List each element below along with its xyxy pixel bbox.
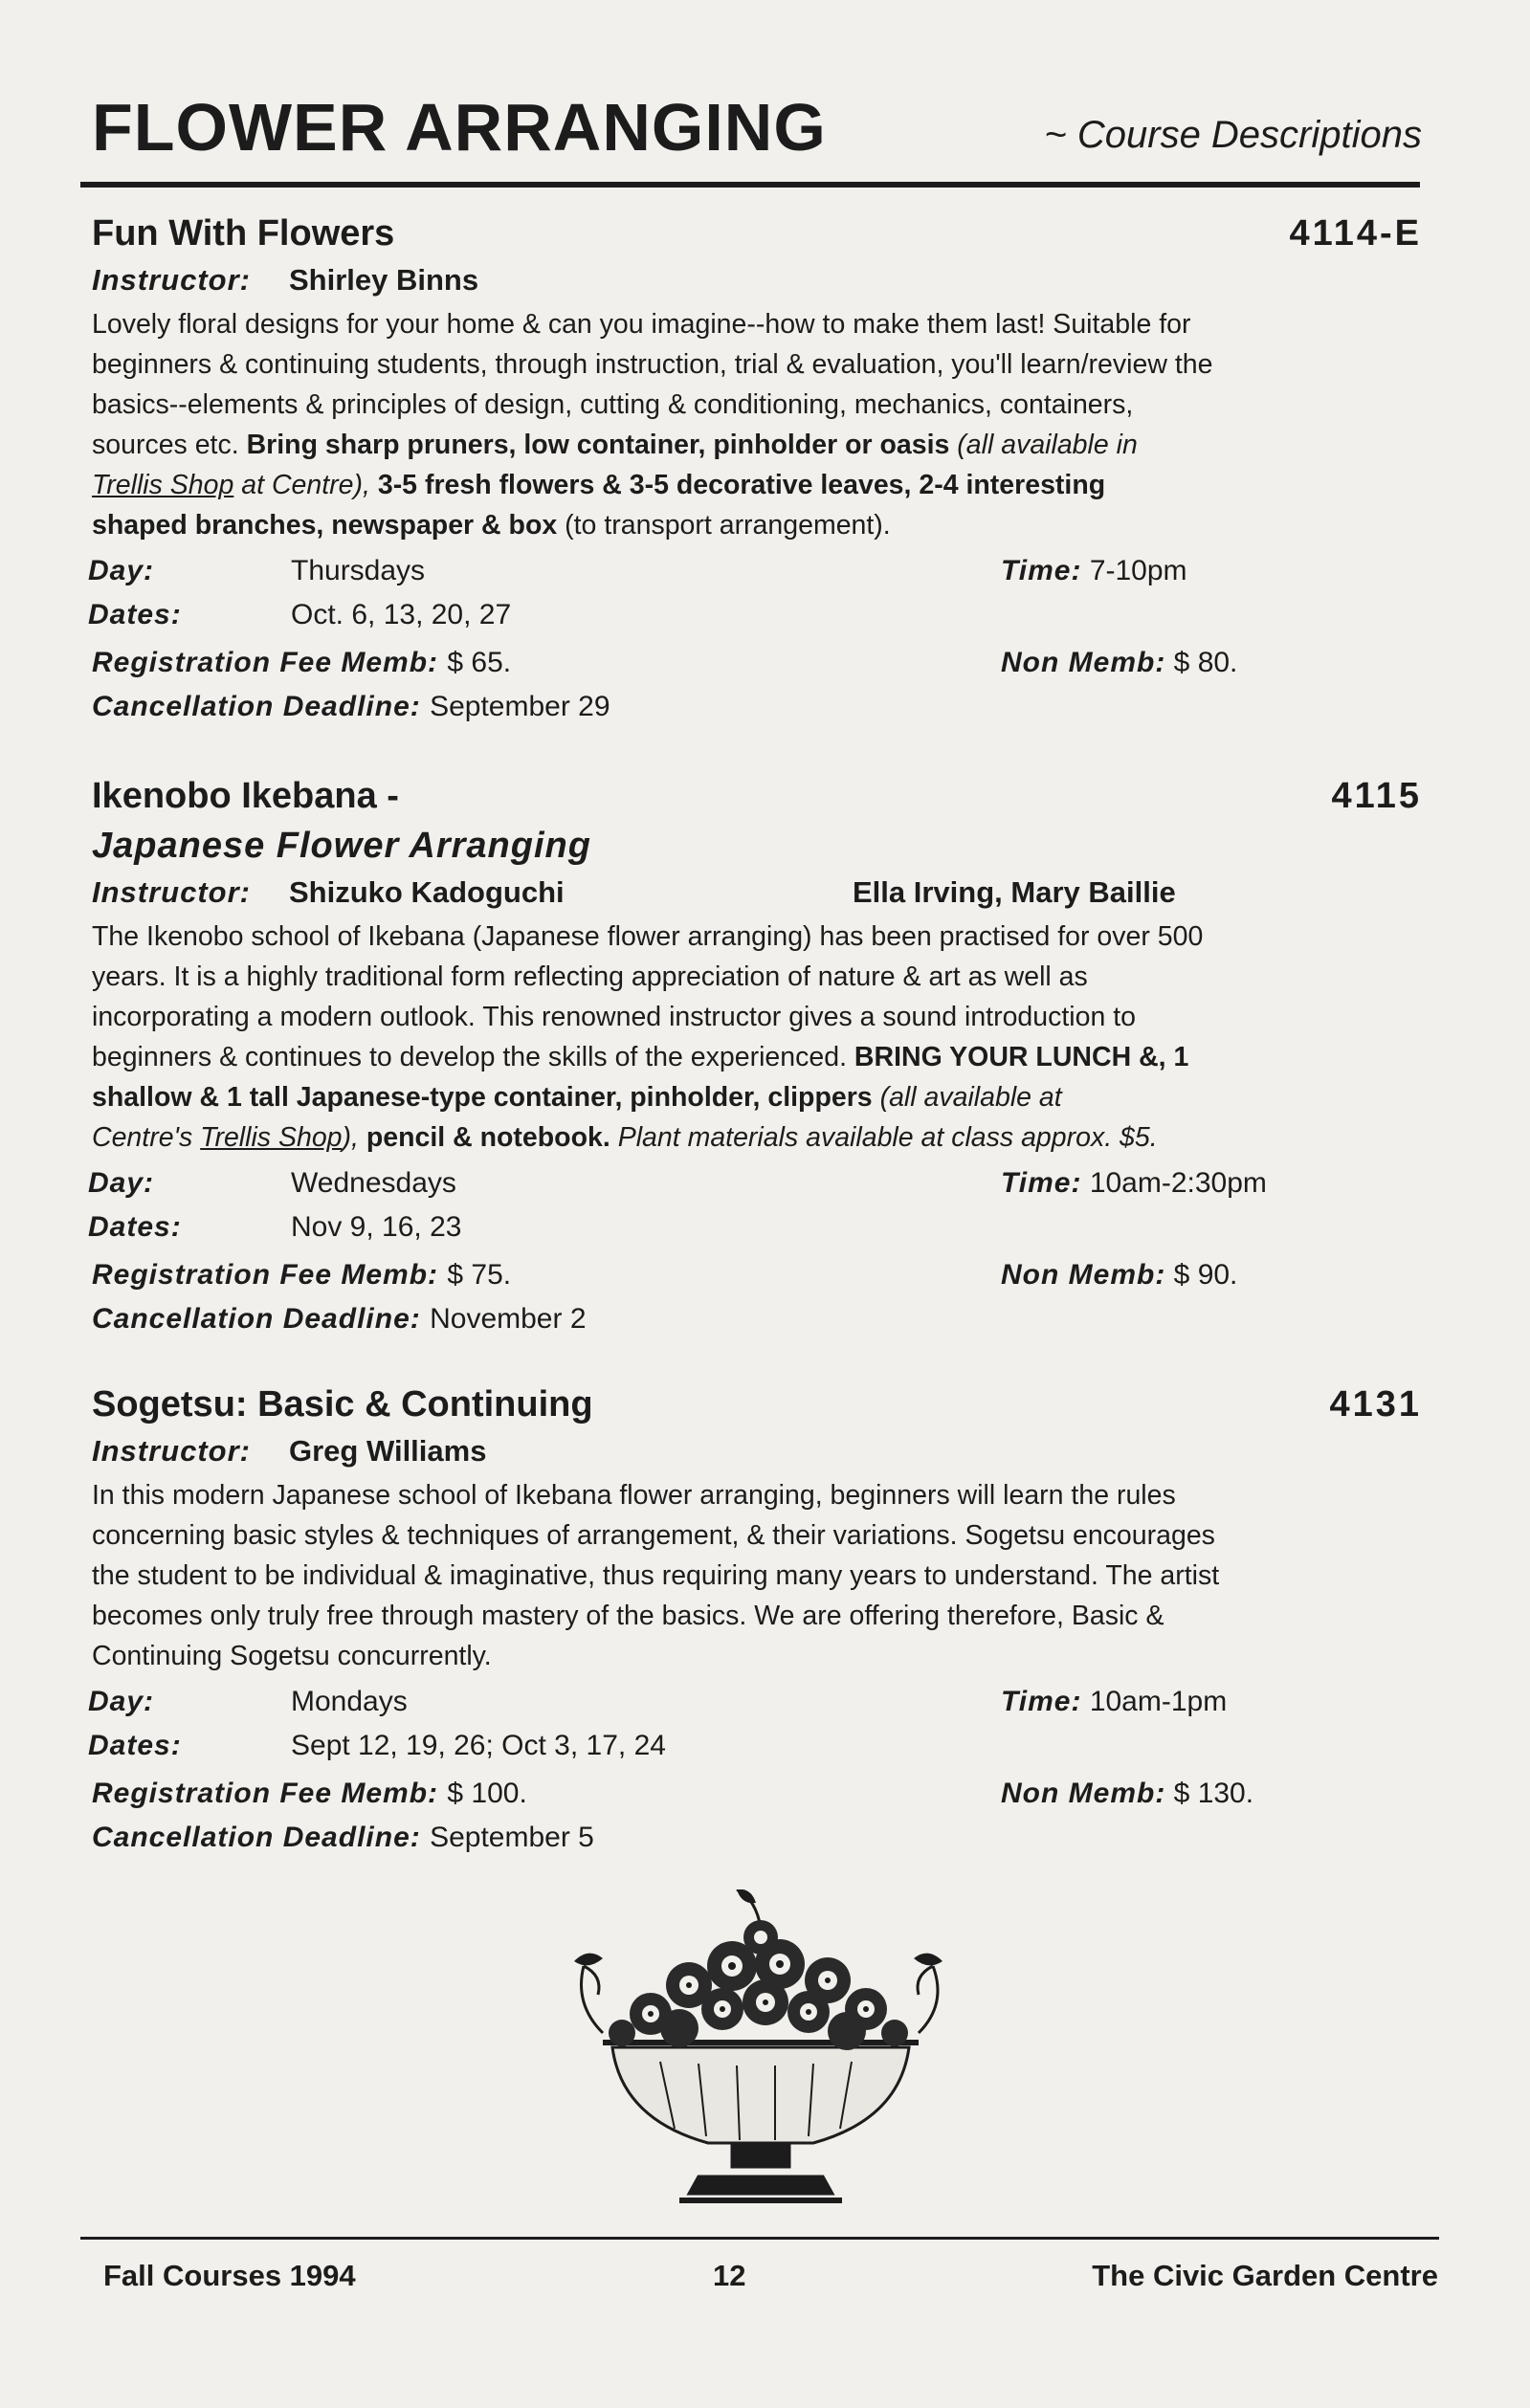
instructor-name: Shizuko Kadoguchi <box>289 875 565 909</box>
desc-line: Lovely floral designs for your home & can you imagine--how to make them last! Suitable for <box>92 309 1191 340</box>
page-header <box>92 84 1422 170</box>
reg-fee-field: Registration Fee Memb: $ 75. <box>92 1259 512 1291</box>
course-meta <box>88 1680 1422 1860</box>
non-memb-value: $ 90. <box>1173 1259 1238 1291</box>
footer-season: Fall Courses 1994 <box>103 2259 356 2292</box>
desc-line: shallow & 1 tall Japanese-type container, pinholder, clippers (all available at <box>92 1082 1062 1113</box>
footer-organization: The Civic Garden Centre <box>1092 2259 1438 2292</box>
time-value: 10am-1pm <box>1089 1686 1228 1717</box>
day-value: Thursdays <box>291 555 426 586</box>
course-number: 4115 <box>1331 776 1422 816</box>
page-number: 12 <box>713 2259 746 2292</box>
reg-fee-value: $ 65. <box>447 647 512 678</box>
course-title: Fun With Flowers <box>92 213 395 254</box>
cancellation-field: Cancellation Deadline: September 5 <box>92 1822 594 1853</box>
page-title: FLOWER ARRANGING <box>92 90 827 165</box>
course-number: 4114-E <box>1289 213 1422 254</box>
dates-label: Dates: <box>88 1730 182 1761</box>
trellis-shop-link: Trellis Shop <box>200 1122 343 1153</box>
instructor-name: Greg Williams <box>289 1434 487 1468</box>
footer-divider <box>80 2237 1439 2240</box>
course-title: Sogetsu: Basic & Continuing <box>92 1384 593 1425</box>
reg-fee-value: $ 100. <box>447 1778 527 1809</box>
non-memb-field: Non Memb: $ 130. <box>1001 1778 1254 1809</box>
instructor-extra: Ella Irving, Mary Baillie <box>853 875 1176 909</box>
course-meta <box>88 1161 1422 1341</box>
cancellation-field: Cancellation Deadline: November 2 <box>92 1303 587 1335</box>
desc-line: Trellis Shop at Centre), 3-5 fresh flowers & 3-5 decorative leaves, 2-4 interesting <box>92 470 1106 500</box>
instructor-label: Instructor: <box>92 875 251 909</box>
course-ikenobo-ikebana <box>88 771 1422 1341</box>
instructor-name: Shirley Binns <box>289 263 479 297</box>
instructor-label: Instructor: <box>92 263 251 297</box>
instructor-label: Instructor: <box>92 1434 251 1468</box>
dates-label: Dates: <box>88 599 182 630</box>
desc-line: beginners & continuing students, through instruction, trial & evaluation, you'll learn/review the <box>92 349 1213 380</box>
day-label: Day: <box>88 555 155 586</box>
desc-line: becomes only truly free through mastery of the basics. We are offering therefore, Basic & <box>92 1601 1164 1631</box>
non-memb-field: Non Memb: $ 90. <box>1001 1259 1238 1291</box>
non-memb-value: $ 80. <box>1173 647 1238 678</box>
time-field: Time: 10am-2:30pm <box>1001 1167 1267 1199</box>
day-label: Day: <box>88 1686 155 1717</box>
dates-value: Nov 9, 16, 23 <box>291 1211 462 1243</box>
desc-line: shaped branches, newspaper & box (to transport arrangement). <box>92 510 891 541</box>
desc-line: Centre's Trellis Shop), pencil & notebook. Plant materials available at class approx. $5. <box>92 1122 1158 1153</box>
dates-value: Sept 12, 19, 26; Oct 3, 17, 24 <box>291 1730 666 1761</box>
course-subtitle: Japanese Flower Arranging <box>92 826 591 866</box>
day-label: Day: <box>88 1167 155 1199</box>
day-value: Wednesdays <box>291 1167 456 1199</box>
time-value: 10am-2:30pm <box>1089 1167 1267 1199</box>
desc-line: The Ikenobo school of Ikebana (Japanese flower arranging) has been practised for over 500 <box>92 921 1204 952</box>
dates-value: Oct. 6, 13, 20, 27 <box>291 599 512 630</box>
desc-line: concerning basic styles & techniques of arrangement, & their variations. Sogetsu encourages <box>92 1520 1215 1551</box>
desc-line: beginners & continues to develop the skills of the experienced. BRING YOUR LUNCH &, 1 <box>92 1042 1189 1072</box>
deadline-value: September 5 <box>430 1822 594 1853</box>
reg-fee-field: Registration Fee Memb: $ 65. <box>92 647 512 678</box>
desc-line: the student to be individual & imaginative, thus requiring many years to understand. The artist <box>92 1560 1220 1591</box>
trellis-shop-link: Trellis Shop <box>92 470 234 500</box>
course-description <box>92 917 1422 1158</box>
time-value: 7-10pm <box>1089 555 1187 586</box>
dates-label: Dates: <box>88 1211 182 1243</box>
desc-line: In this modern Japanese school of Ikebana flower arranging, beginners will learn the rules <box>92 1480 1176 1511</box>
non-memb-field: Non Memb: $ 80. <box>1001 647 1238 678</box>
desc-line: Continuing Sogetsu concurrently. <box>92 1641 492 1671</box>
page-subtitle: ~ Course Descriptions <box>1044 114 1422 156</box>
deadline-value: September 29 <box>430 691 610 722</box>
course-description <box>92 304 1422 545</box>
desc-line: incorporating a modern outlook. This renowned instructor gives a sound introduction to <box>92 1002 1137 1032</box>
non-memb-value: $ 130. <box>1173 1778 1254 1809</box>
desc-line: sources etc. Bring sharp pruners, low container, pinholder or oasis (all available in <box>92 430 1138 460</box>
reg-fee-field: Registration Fee Memb: $ 100. <box>92 1778 527 1809</box>
course-number: 4131 <box>1329 1384 1422 1425</box>
reg-fee-value: $ 75. <box>447 1259 512 1291</box>
deadline-value: November 2 <box>430 1303 587 1335</box>
course-meta <box>88 549 1422 729</box>
day-value: Mondays <box>291 1686 408 1717</box>
header-divider <box>80 182 1420 188</box>
desc-line: years. It is a highly traditional form reflecting appreciation of nature & art as well as <box>92 961 1088 992</box>
time-field: Time: 7-10pm <box>1001 555 1187 586</box>
course-fun-with-flowers <box>88 209 1422 729</box>
time-field: Time: 10am-1pm <box>1001 1686 1228 1717</box>
flower-urn-icon <box>545 1889 976 2224</box>
course-title: Ikenobo Ikebana - <box>92 776 399 816</box>
cancellation-field: Cancellation Deadline: September 29 <box>92 691 610 722</box>
course-sogetsu <box>88 1380 1422 1860</box>
course-description <box>92 1475 1422 1676</box>
desc-line: basics--elements & principles of design, cutting & conditioning, mechanics, containers, <box>92 389 1134 420</box>
